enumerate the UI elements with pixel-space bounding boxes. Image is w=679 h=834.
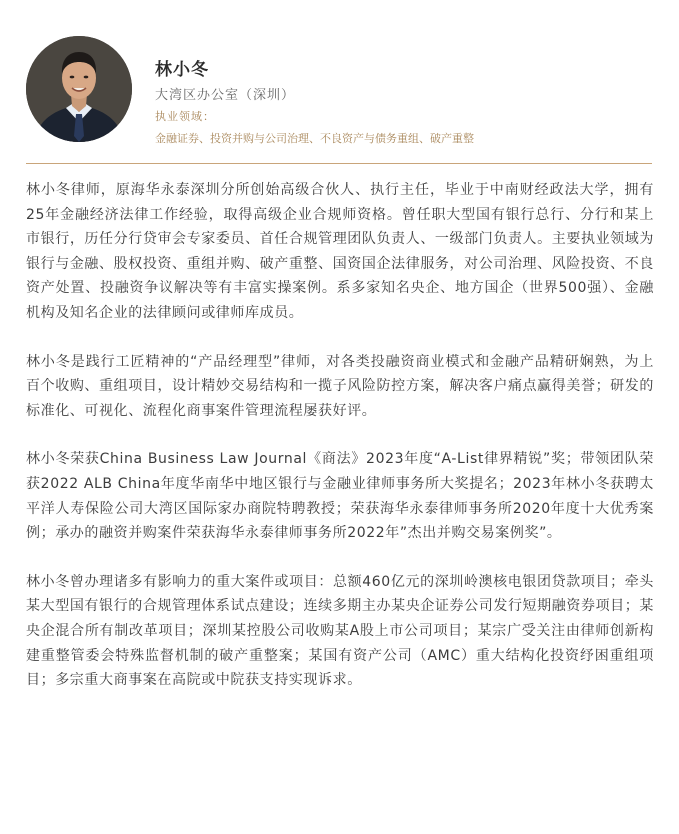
bio-paragraph-background: 林小冬律师，原海华永泰深圳分所创始高级合伙人、执行主任，毕业于中南财经政法大学，拥有25年金融经济法律工作经验，取得高级企业合规师资格。曾任职大型国有银行总行、分行和某上市银行，历任分行贷审会专家委员、首任合规管理团队负责人、一级部门负责人。主要执业领域为银行与金融、股权投资、重组并购、破产重整、国资国企法律服务，对公司治理、风险投资、不良资产处置、投融资争议解决等有丰富实操案例。系多家知名央企、地方国企（世界500强）、金融机构及知名企业的法律顾问或律师库成员。 <box>26 182 654 321</box>
bio-paragraph-cases: 林小冬曾办理诸多有影响力的重大案件或项目：总额460亿元的深圳岭澳核电银团贷款项目；牵头某大型国有银行的合规管理体系试点建设；连续多期主办某央企证券公司发行短期融资券项目；某央企混合所有制改革项目；深圳某控股公司收购某A股上市公司项目；某宗广受关注由律师创新构建重整管委会特殊监督机制的破产重整案；某国有资产公司（AMC）重大结构化投资纾困重组项目；多宗重大商事案在高院或中院获支持实现诉求。 <box>26 573 654 689</box>
office-location: 大湾区办公室（深圳） <box>155 88 296 103</box>
bio-paragraph-awards: 林小冬荣获China Business Law Journal《商法》2023年度“A-List律界精锐”奖；带领团队荣获2022 ALB China年度华南华中地区银行与金融业律师事务所大奖提名；2023年林小冬获聘太平洋人寿保险公司大湾区国际家办商院特聘教授；荣获海华永泰律师事务所2020年度十大优秀案例；承办的融资并购案件荣获海华永泰律师事务所2022年”杰出并购交易案例奖”。 <box>26 451 654 542</box>
practice-areas-list: 金融证券、投资并购与公司治理、不良资产与债务重组、破产重整 <box>155 132 474 145</box>
biography <box>26 178 654 717</box>
bio-paragraph-expertise: 林小冬是践行工匠精神的“产品经理型”律师，对各类投融资商业模式和金融产品精研娴熟，为上百个收购、重组项目，设计精妙交易结构和一揽子风险防控方案，解决客户痛点赢得美誉；研发的标准化、可视化、流程化商事案件管理流程屡获好评。 <box>26 353 654 419</box>
avatar <box>26 36 132 142</box>
practice-areas-label: 执业领域： <box>155 110 215 123</box>
header-divider <box>26 163 652 164</box>
lawyer-name: 林小冬 <box>155 60 209 80</box>
profile-header <box>26 36 656 146</box>
portrait-photo <box>26 36 132 142</box>
